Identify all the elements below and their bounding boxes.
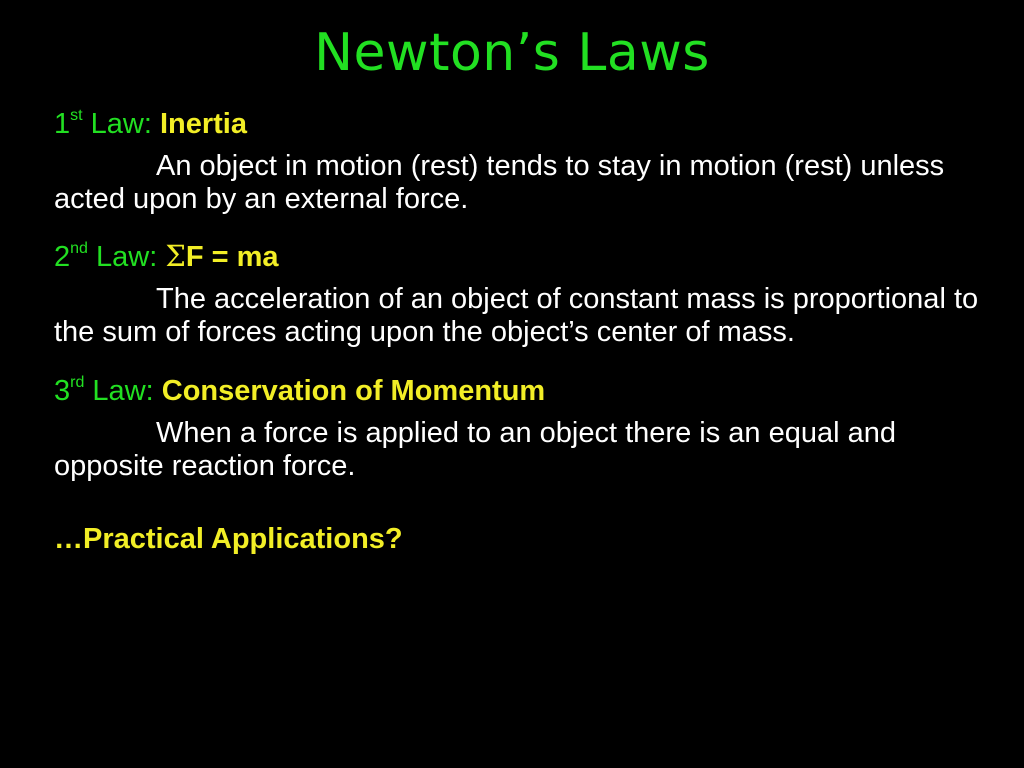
law-2-label: Law: (87, 241, 166, 273)
law-3-name: Conservation of Momentum (161, 375, 546, 407)
law-3 (54, 375, 984, 483)
law-2-description: The acceleration of an object of constant mass is proportional to the sum of forces acting upon the object’s center of mass. (54, 283, 979, 348)
law-1-name: Inertia (159, 108, 247, 140)
law-3-heading (54, 375, 984, 408)
law-1-ordinal-suffix: st (70, 107, 83, 124)
law-1-label: Law: (82, 108, 160, 140)
law-3-label: Law: (84, 375, 162, 407)
law-2-ordinal-suffix: nd (70, 240, 88, 257)
law-1-number: 1 (54, 108, 71, 140)
sigma-symbol: Σ (165, 239, 186, 273)
law-2-name: F = ma (185, 241, 279, 273)
law-1 (54, 108, 984, 216)
law-3-description: When a force is applied to an object there is an equal and opposite reaction force. (54, 417, 896, 482)
law-1-heading (54, 108, 984, 141)
slide-content (54, 108, 984, 556)
law-2-heading (54, 240, 984, 274)
law-3-number: 3 (54, 375, 71, 407)
law-1-description: An object in motion (rest) tends to stay in motion (rest) unless acted upon by an external force. (54, 150, 945, 215)
law-2 (54, 240, 984, 349)
law-3-ordinal-suffix: rd (70, 374, 85, 391)
closing-question: …Practical Applications? (54, 523, 403, 555)
slide-title: Newton’s Laws (314, 23, 710, 83)
law-2-number: 2 (54, 241, 71, 273)
